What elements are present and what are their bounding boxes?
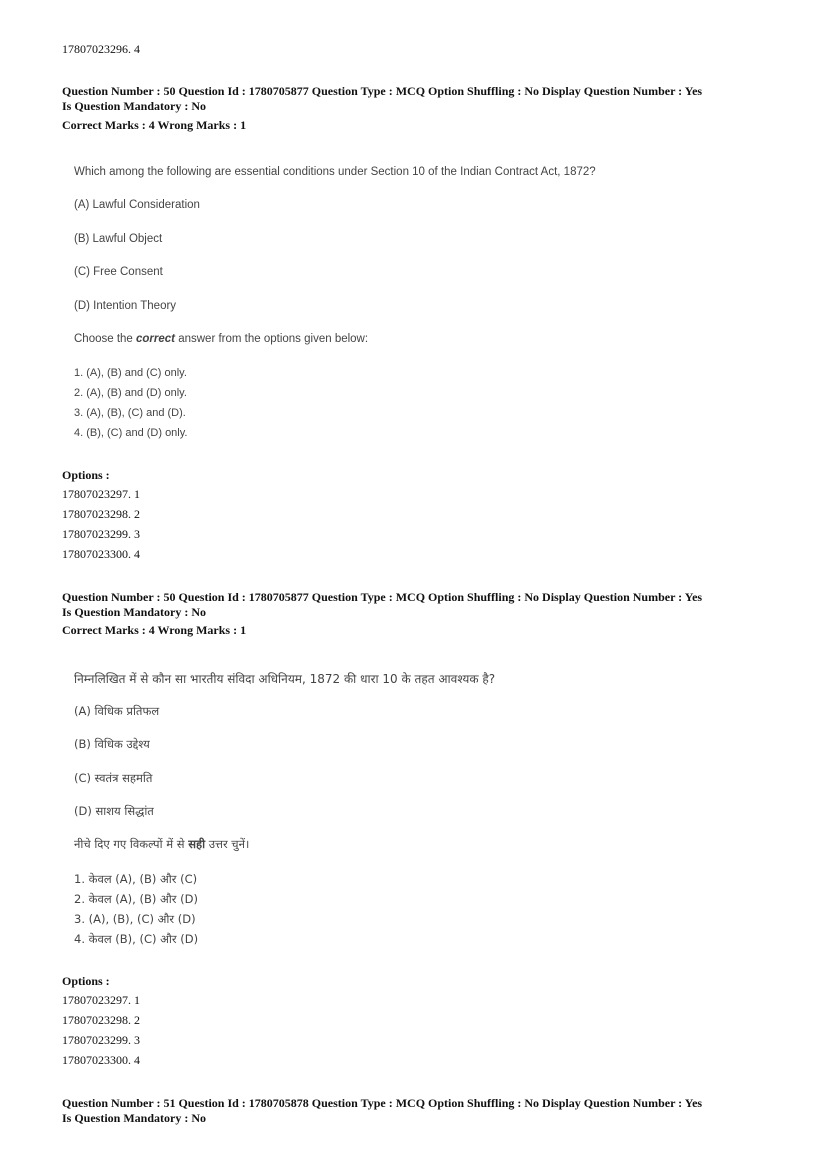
marks-line: Correct Marks : 4 Wrong Marks : 1 <box>62 118 247 132</box>
marks-line: Correct Marks : 4 Wrong Marks : 1 <box>62 623 247 637</box>
statement-item: (B) विधिक उद्देश्य <box>74 737 150 751</box>
question-header: Question Number : 50 Question Id : 1780705877 Question Type : MCQ Option Shuffling : No Display Question Number : Yes <box>62 84 703 98</box>
statement-item: (D) साशय सिद्धांत <box>74 804 154 818</box>
question-text: निम्नलिखित में से कौन सा भारतीय संविदा अधिनियम, 1872 की धारा 10 के तहत आवश्यक है? <box>74 672 496 686</box>
answer-choice: 1. केवल (A), (B) और (C) <box>74 872 198 886</box>
answer-choice: 4. (B), (C) and (D) only. <box>74 427 188 439</box>
answer-choice: 2. केवल (A), (B) और (D) <box>74 892 198 906</box>
answer-choice: 2. (A), (B) and (D) only. <box>74 387 187 399</box>
answer-choice: 3. (A), (B), (C) and (D). <box>74 407 186 419</box>
statement-item: (C) स्वतंत्र सहमति <box>74 771 153 785</box>
answer-choice: 3. (A), (B), (C) और (D) <box>74 912 196 926</box>
option-line: 17807023298. 2 <box>62 1013 140 1027</box>
option-line: 17807023298. 2 <box>62 507 140 521</box>
options-label: Options : <box>62 974 110 988</box>
mandatory-line: Is Question Mandatory : No <box>62 99 207 113</box>
statement-item: (B) Lawful Object <box>74 233 163 245</box>
instruction-text: Choose the correct answer from the options given below: <box>74 333 369 345</box>
emphasis-word: सही <box>188 837 206 851</box>
mandatory-line: Is Question Mandatory : No <box>62 1111 207 1125</box>
option-line: 17807023300. 4 <box>62 547 140 561</box>
option-line: 17807023299. 3 <box>62 1033 140 1047</box>
instruction-text: नीचे दिए गए विकल्पों में से सही उत्तर चुनें। <box>74 837 250 851</box>
question-header: Question Number : 50 Question Id : 1780705877 Question Type : MCQ Option Shuffling : No Display Question Number : Yes <box>62 590 703 604</box>
options-label: Options : <box>62 468 110 482</box>
question-header: Question Number : 51 Question Id : 1780705878 Question Type : MCQ Option Shuffling : No Display Question Number : Yes <box>62 1096 703 1110</box>
emphasis-word: correct <box>136 333 176 345</box>
statement-item: (D) Intention Theory <box>74 300 177 312</box>
mandatory-line: Is Question Mandatory : No <box>62 605 207 619</box>
option-line: 17807023297. 1 <box>62 993 140 1007</box>
statement-item: (C) Free Consent <box>74 266 163 278</box>
option-line: 17807023299. 3 <box>62 527 140 541</box>
previous-option-line: 17807023296. 4 <box>62 42 140 56</box>
question-text: Which among the following are essential conditions under Section 10 of the Indian Contract Act, 1872? <box>74 166 596 178</box>
statement-item: (A) विधिक प्रतिफल <box>74 704 160 718</box>
statement-item: (A) Lawful Consideration <box>74 199 200 211</box>
option-line: 17807023300. 4 <box>62 1053 140 1067</box>
answer-choice: 4. केवल (B), (C) और (D) <box>74 932 199 946</box>
option-line: 17807023297. 1 <box>62 487 140 501</box>
answer-choice: 1. (A), (B) and (C) only. <box>74 367 187 379</box>
